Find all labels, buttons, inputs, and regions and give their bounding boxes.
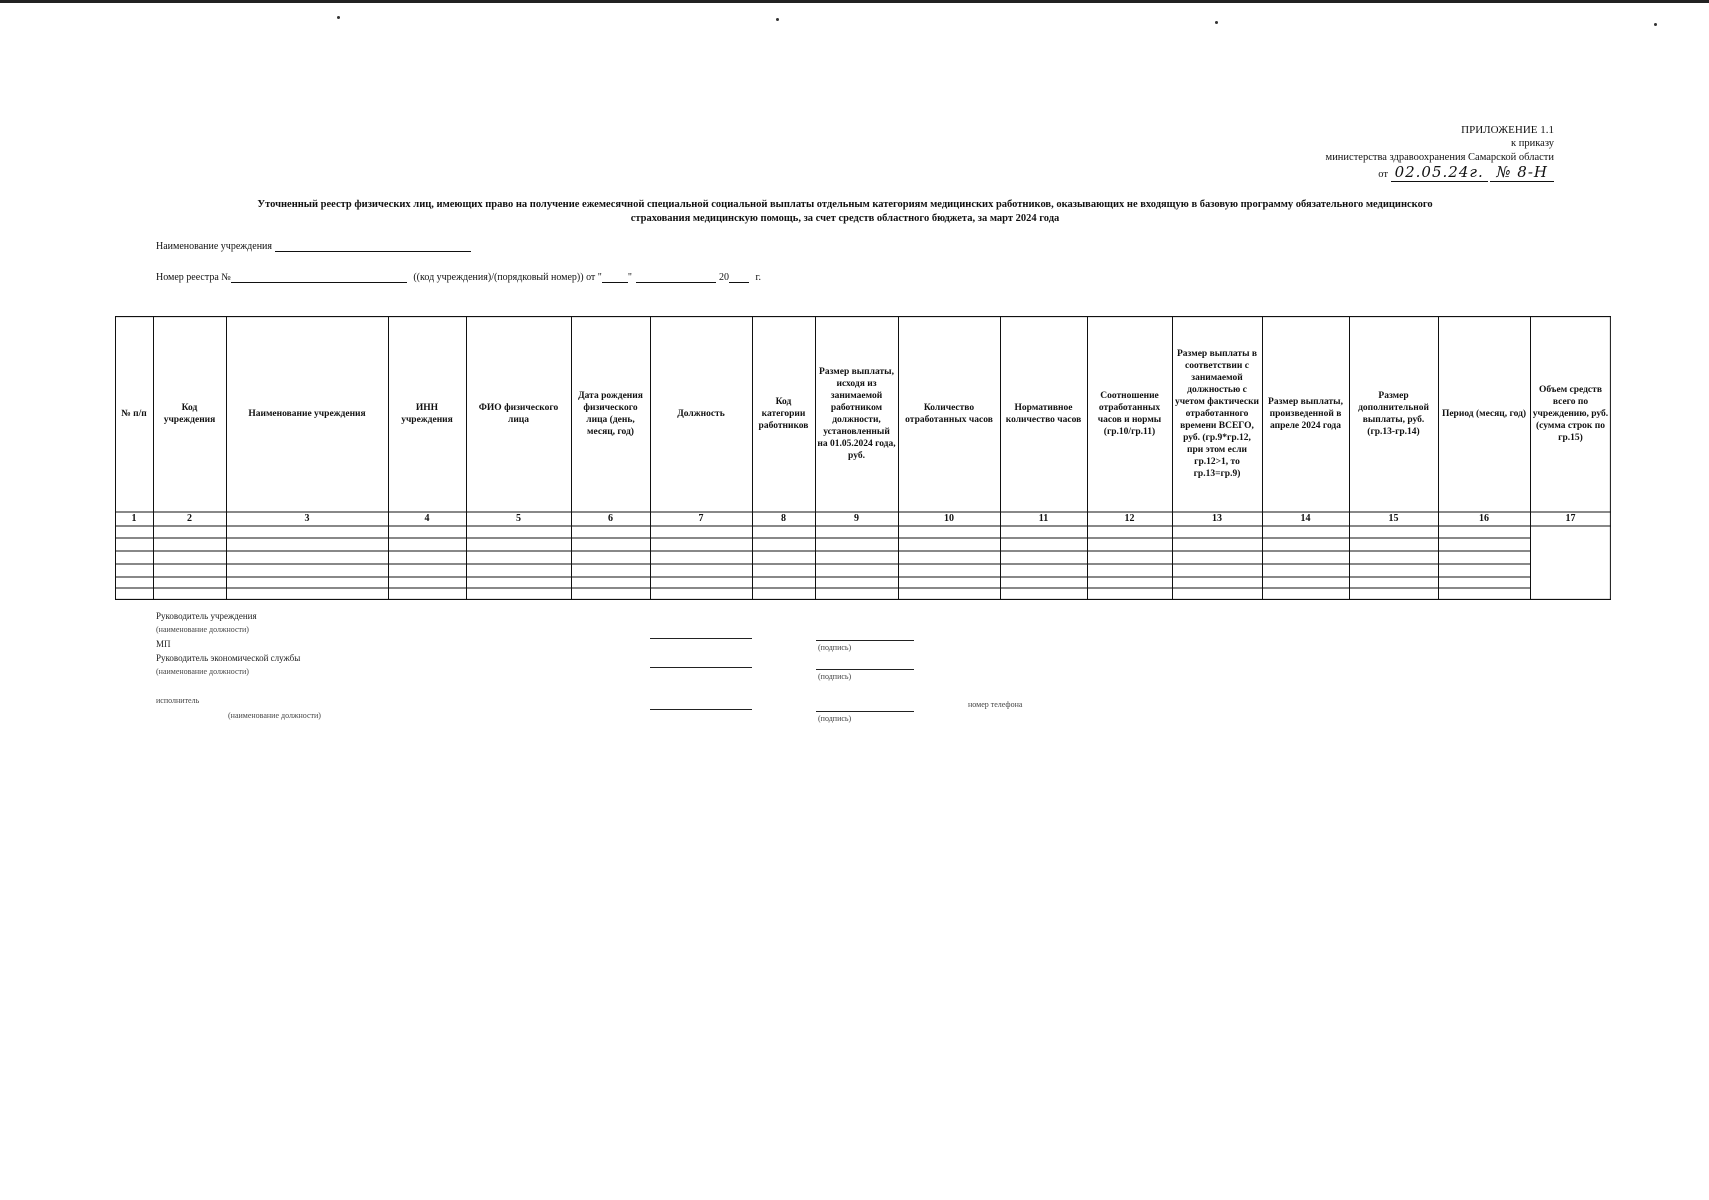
column-number-8: 8 [781,513,786,524]
column-number-14: 14 [1300,513,1311,524]
column-number-1: 1 [131,513,137,524]
institution-field [156,240,471,252]
scan-speck [1215,21,1218,24]
scan-speck [1654,23,1657,26]
column-header-3: Наименование учреждения [248,409,366,419]
executor-position-hint: (наименование должности) [228,711,321,720]
column-number-12: 12 [1124,513,1135,524]
column-number-6: 6 [608,513,613,524]
column-number-11: 11 [1038,513,1049,524]
document-title [175,198,1515,226]
appendix-date-prefix: от [1378,169,1388,180]
registry-number-blank[interactable] [231,271,407,283]
column-number-10: 10 [944,513,954,524]
registry-table [115,316,1611,600]
column-header-13: Размер выплаты в соответствии с занимаемой должностью с учетом фактически отработанного времени ВСЕГО, руб. (гр.9*гр.12, при этом если гр.12>1, то гр.13=гр.9) [1174,349,1260,479]
column-number-16: 16 [1479,513,1489,524]
column-header-15: Размер дополнительной выплаты, руб. (гр.13-гр.14) [1358,391,1429,437]
econ-position-line[interactable] [650,667,752,668]
head-position-line[interactable] [650,638,752,639]
handwritten-number: № 8-Н [1490,163,1554,182]
column-number-3: 3 [304,513,310,524]
column-header-4: ИНН учреждения [401,403,453,425]
handwritten-date: 02.05.24г. [1391,163,1488,182]
column-number-15: 15 [1388,513,1399,524]
scan-speck [337,16,340,19]
head-label: Руководитель учреждения [156,611,257,621]
econ-signature-line[interactable] [816,669,914,670]
column-number-5: 5 [516,513,521,524]
column-number-4: 4 [424,513,430,524]
phone-label: номер телефона [968,700,1023,709]
column-header-16: Период (месяц, год) [1441,409,1527,419]
column-header-17: Объем средств всего по учреждению, руб. (сумма строк по гр.15) [1532,385,1609,443]
registry-day-blank[interactable] [602,271,628,283]
column-number-7: 7 [698,513,704,524]
executor-signature-hint: (подпись) [818,714,852,723]
appendix-block [1326,123,1554,182]
institution-blank[interactable] [275,240,471,252]
column-number-9: 9 [854,513,859,524]
column-number-17: 17 [1565,513,1576,524]
column-header-10: Количество отработанных часов [905,403,993,425]
registry-year: 20 [718,272,729,283]
appendix-order-line: к приказу [1511,138,1554,149]
scan-top-border [0,0,1709,3]
institution-label: Наименование учреждения [156,241,273,252]
column-header-14: Размер выплаты, произведенной в апреле 2024 года [1268,397,1343,431]
econ-position-hint: (наименование должности) [156,667,249,676]
executor-label: исполнитель [156,696,200,705]
registry-month-blank[interactable] [636,271,716,283]
registry-number-field [156,271,761,283]
econ-label: Руководитель экономической службы [156,653,301,663]
appendix-date-line [1326,165,1554,182]
head-signature-line[interactable] [816,640,914,641]
document-title-line1: Уточненный реестр физических лиц, имеющих право на получение ежемесячной специальной социальной выплаты отдельным категориям медицинских работников, оказывающих не входящую в базовую программу обязательного медицинского [257,199,1433,210]
head-position-hint: (наименование должности) [156,625,249,634]
econ-signature-hint: (подпись) [818,672,852,681]
scan-speck [776,18,779,21]
column-header-2: Код учреждения [163,403,216,425]
document-title-line2: страхования медицинскую помощь, за счет средств областного бюджета, за март 2024 года [630,213,1060,224]
column-header-1: № п/п [121,409,147,419]
registry-quote-close: " [627,272,632,283]
column-number-13: 13 [1212,513,1222,524]
executor-signature-line[interactable] [816,711,914,712]
column-header-8: Код категории работников [758,397,809,431]
column-header-7: Должность [677,409,725,419]
column-header-6: Дата рождения физического лица (день, месяц, год) [578,391,643,437]
registry-year-blank[interactable] [729,271,749,283]
appendix-ministry-line: министерства здравоохранения Самарской области [1325,152,1554,163]
column-header-12: Соотношение отработанных часов и нормы (гр.10/гр.11) [1097,391,1162,437]
seal-mark: МП [156,639,171,649]
column-header-5: ФИО физического лица [478,403,559,425]
registry-suffix: г. [755,272,761,283]
registry-label: Номер реестра № [156,272,231,283]
appendix-title: ПРИЛОЖЕНИЕ 1.1 [1461,124,1554,136]
column-header-9: Размер выплаты, исходя из занимаемой работником должности, установленный на 01.05.2024 года, руб. [817,367,896,461]
column-number-2: 2 [187,513,192,524]
column-header-11: Нормативное количество часов [1005,403,1082,425]
executor-position-line[interactable] [650,709,752,710]
head-signature-hint: (подпись) [818,643,852,652]
registry-middle-text: ((код учреждения)/(порядковый номер)) от " [413,272,602,283]
